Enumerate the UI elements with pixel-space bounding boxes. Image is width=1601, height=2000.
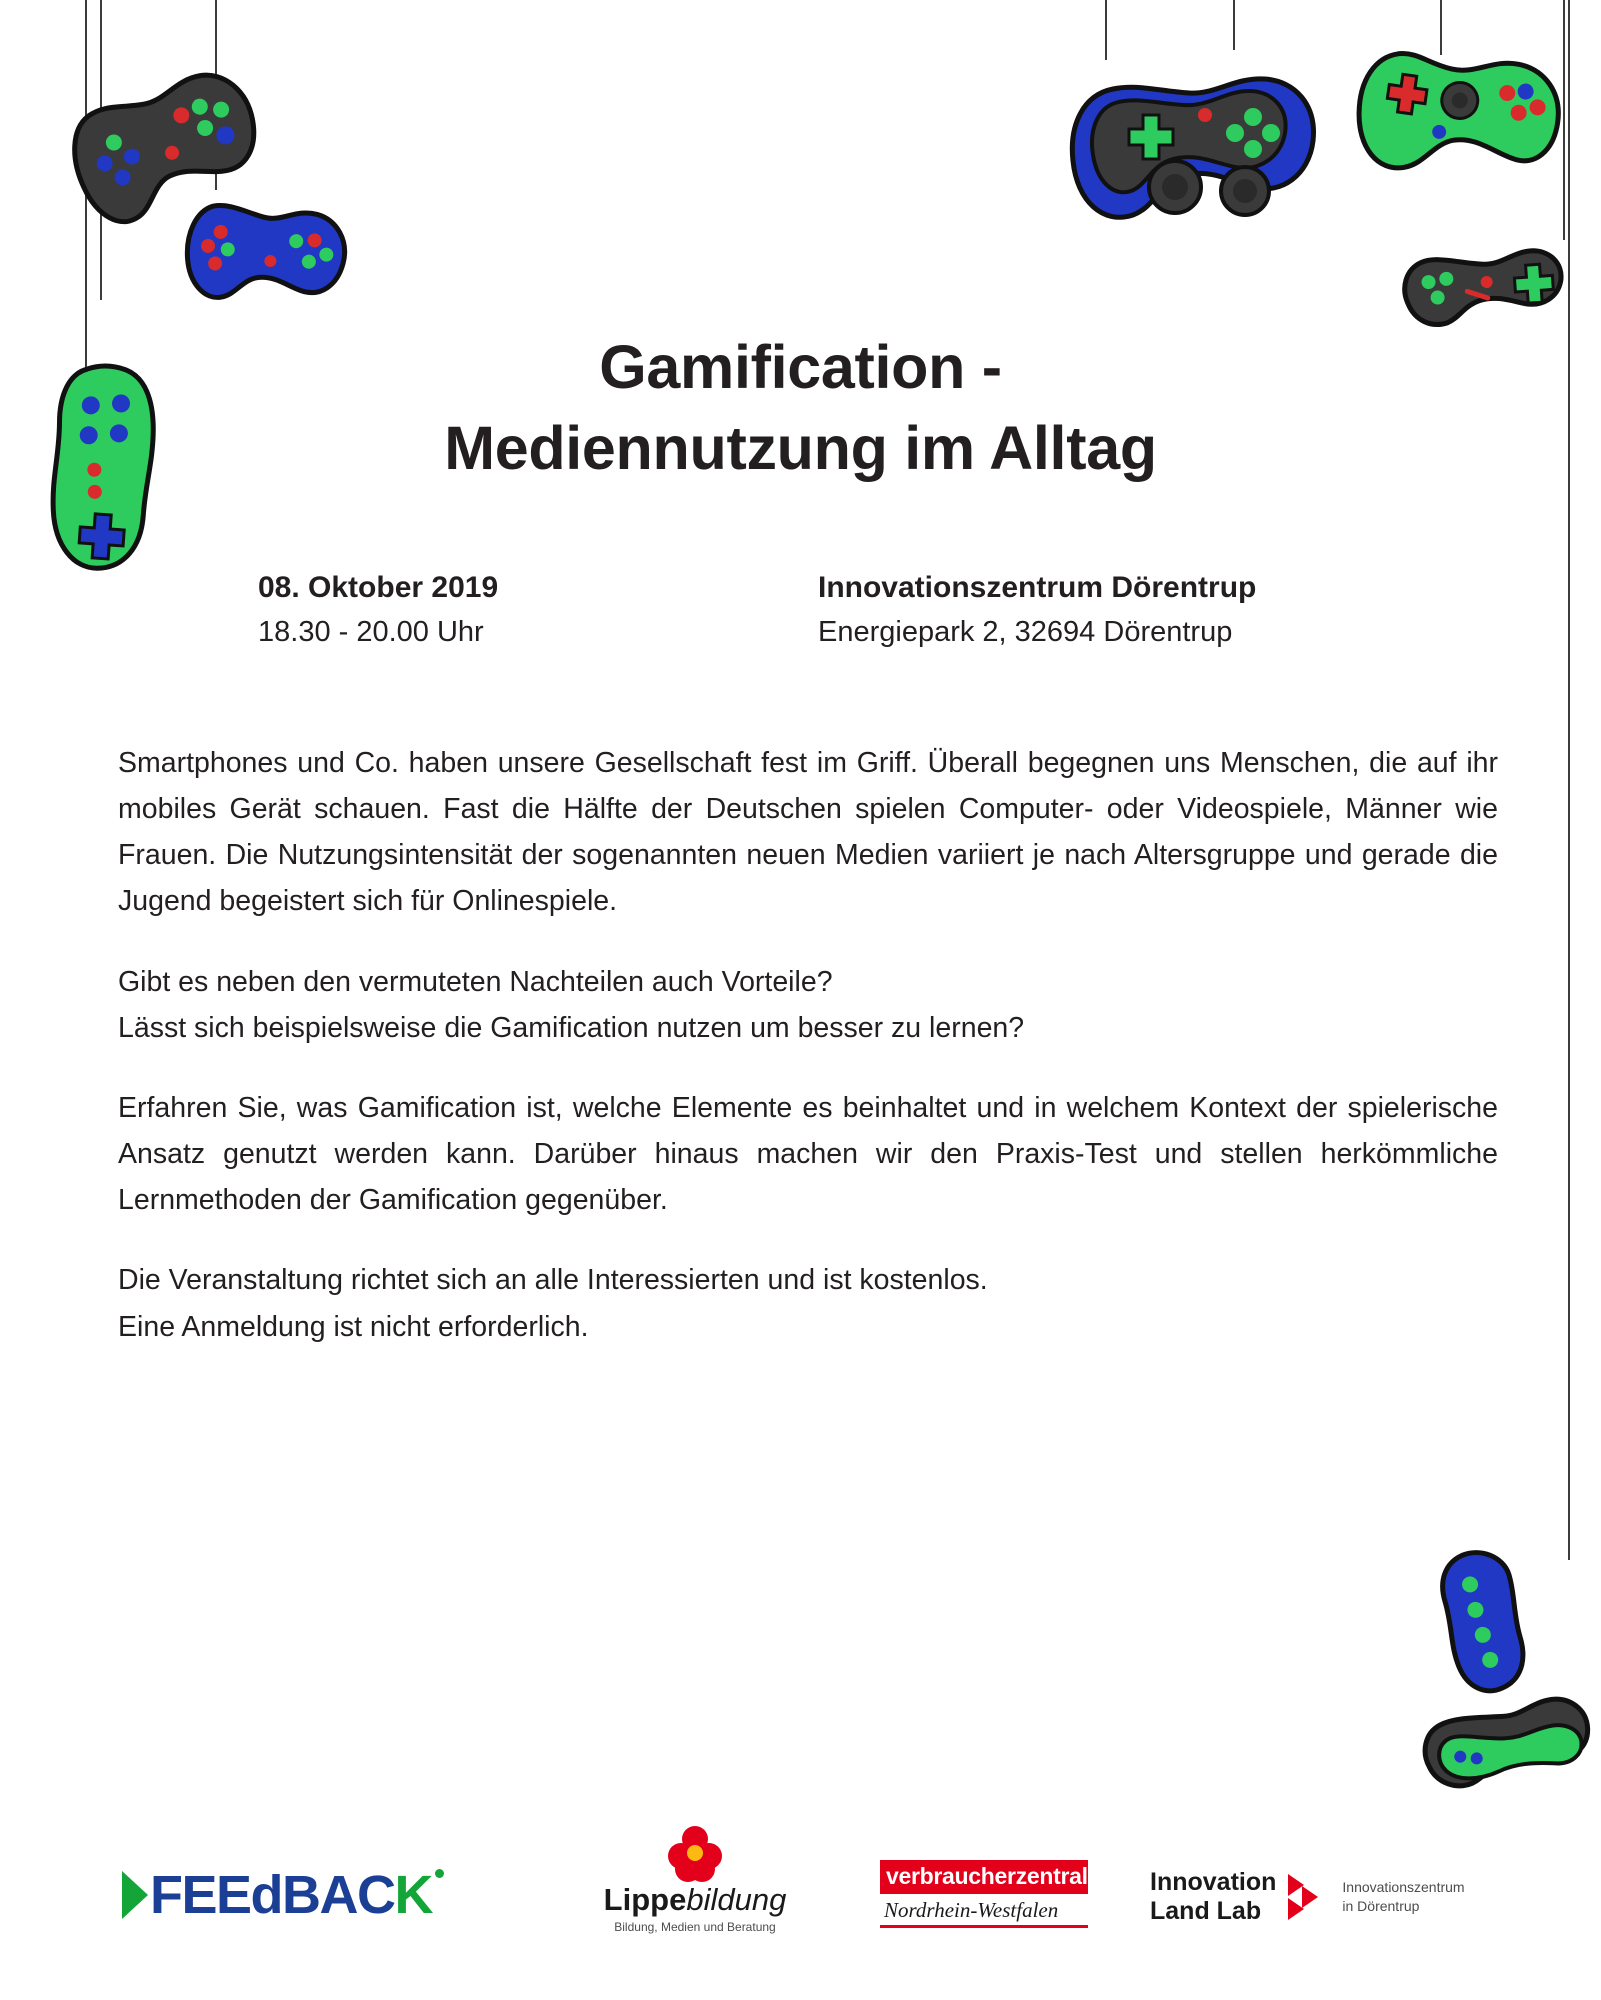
event-date-block	[258, 565, 818, 655]
game-controller-bottom-green-icon	[1412, 1672, 1601, 1802]
game-controller-dark-right-icon	[1395, 232, 1580, 342]
logo-izd-line-1: Innovationszentrum	[1342, 1879, 1465, 1896]
green-triangle-arrow-icon	[122, 1871, 148, 1919]
event-address: Energiepark 2, 32694 Dörentrup	[818, 616, 1233, 648]
logo-izd-line-2: in Dörentrup	[1342, 1898, 1420, 1914]
title-line-2: Mediennutzung im Alltag	[444, 413, 1157, 482]
body-text	[118, 740, 1498, 1350]
logo-innovation-land-lab	[1150, 1868, 1465, 1926]
game-controller-green-topright-icon	[1345, 30, 1565, 210]
hanging-string	[1233, 0, 1235, 50]
logo-verbraucherzentrale	[880, 1860, 1101, 1928]
logo-lippebildung-tagline: Bildung, Medien und Beratung	[614, 1920, 776, 1934]
logo-ill-text	[1150, 1868, 1276, 1926]
paragraph-2-line-2: Lässt sich beispielsweise die Gamification nutzen um besser zu lernen?	[118, 1011, 1025, 1044]
game-controller-blue-icon	[175, 182, 355, 332]
event-details	[258, 565, 1481, 655]
logo-feedback-text	[150, 1865, 432, 1925]
event-venue: Innovationszentrum Dörentrup	[818, 571, 1257, 604]
logo-feedback	[122, 1865, 444, 1925]
logo-lippebildung-name	[580, 1884, 810, 1915]
paragraph-4	[118, 1257, 1498, 1349]
event-location-block	[818, 565, 1481, 655]
logo-lippebildung-bold: Lippe	[603, 1882, 687, 1917]
logo-vz-line-1: verbraucherzentrale	[880, 1860, 1088, 1894]
lippe-rose-icon	[668, 1826, 722, 1880]
logo-bar	[0, 1816, 1601, 1948]
paragraph-4-line-1: Die Veranstaltung richtet sich an alle Interessierten und ist kostenlos.	[118, 1264, 988, 1297]
red-chevron-mark-icon	[1288, 1874, 1332, 1920]
logo-lippebildung-italic: bildung	[686, 1882, 787, 1917]
logo-ill-line-1: Innovation	[1150, 1868, 1277, 1896]
logo-vz-line-2: Nordrhein-Westfalen	[880, 1894, 1088, 1928]
title-line-1: Gamification -	[599, 332, 1002, 401]
logo-lippebildung	[580, 1826, 810, 1934]
event-date: 08. Oktober 2019	[258, 571, 499, 604]
logo-feedback-main: FEEdBAC	[150, 1865, 395, 1925]
paragraph-1: Smartphones und Co. haben unsere Gesellschaft fest im Griff. Überall begegnen uns Menschen, die auf ihr mobiles Gerät schauen. Fast die Hälfte der Deutschen spielen Computer- oder Videospiele, Männer wie Frauen. Die Nutzungsintensität der sogenannten neuen Medien variiert je nach Altersgruppe und gerade die Jugend begeistert sich für Onlinespiele.	[118, 747, 1498, 918]
paragraph-3: Erfahren Sie, was Gamification ist, welche Elemente es beinhaltet und in welchem Kontext der spielerische Ansatz genutzt werden kann. Darüber hinaus machen wir den Praxis-Test und stellen herkömmliche Lernmethoden der Gamification gegenüber.	[118, 1091, 1498, 1217]
game-controller-blue-large-icon	[1055, 55, 1345, 245]
paragraph-2-line-1: Gibt es neben den vermuteten Nachteilen auch Vorteile?	[118, 965, 833, 998]
paragraph-2	[118, 959, 1498, 1051]
paragraph-4-line-2: Eine Anmeldung ist nicht erforderlich.	[118, 1310, 589, 1343]
logo-feedback-accent: K	[394, 1865, 432, 1925]
logo-innovationszentrum-text	[1342, 1878, 1464, 1916]
hanging-string	[1105, 0, 1107, 60]
logo-ill-line-2: Land Lab	[1150, 1897, 1262, 1925]
event-time: 18.30 - 20.00 Uhr	[258, 616, 484, 648]
page-title	[0, 327, 1601, 489]
registered-dot-icon	[435, 1869, 444, 1878]
